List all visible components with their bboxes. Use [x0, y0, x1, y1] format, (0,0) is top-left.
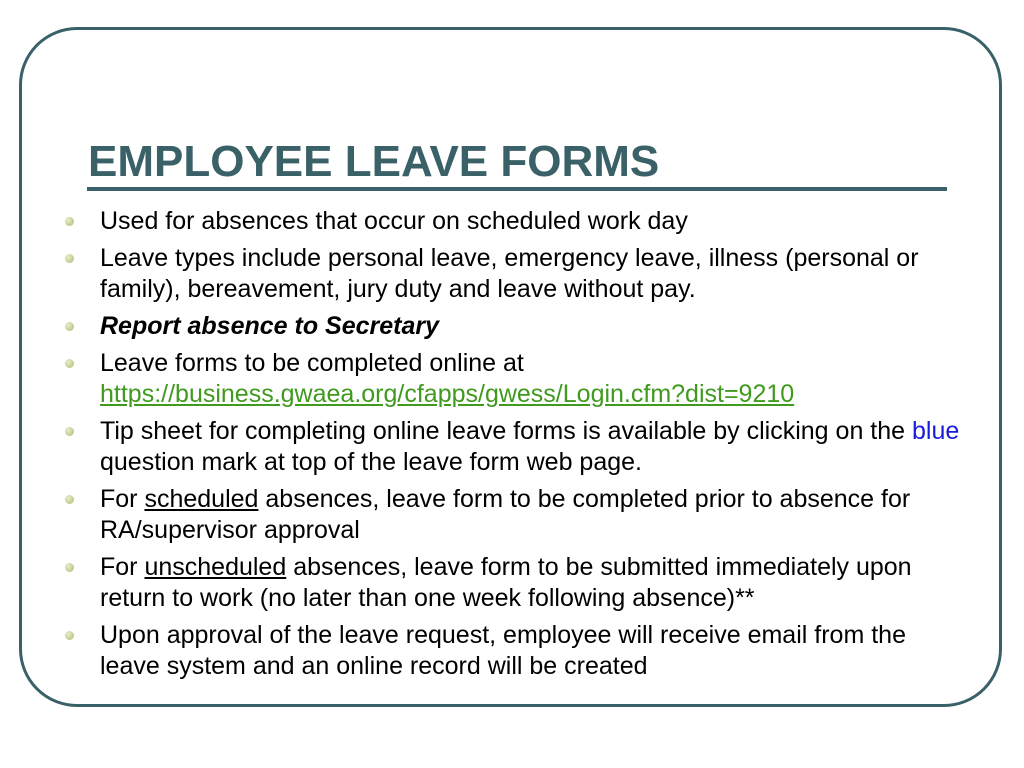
bullet-item: [60, 552, 960, 614]
bullet-text-before: For: [100, 485, 138, 513]
bullet-item: [60, 484, 960, 546]
bullet-text: Upon approval of the leave request, employee will receive email from the leave system and an online record will be created: [100, 621, 906, 680]
bullet-dot-icon: [65, 495, 74, 504]
underlined-word: scheduled: [144, 485, 259, 513]
bullet-text: Used for absences that occur on scheduled work day: [100, 207, 688, 235]
bullet-item: [60, 620, 960, 682]
slide-title: EMPLOYEE LEAVE FORMS: [88, 137, 660, 186]
bullet-dot-icon: [65, 359, 74, 368]
bullet-text: Leave types include personal leave, emergency leave, illness (personal or family), bereavement, jury duty and leave without pay.: [100, 244, 919, 303]
bullet-item: [60, 311, 960, 342]
bullet-dot-icon: [65, 322, 74, 331]
bullet-text: Leave forms to be completed online at: [100, 349, 524, 377]
blue-word: blue: [912, 417, 960, 445]
bullet-text-after: absences, leave form to be completed prior to absence for RA/supervisor approval: [100, 485, 911, 544]
bullet-dot-icon: [65, 427, 74, 436]
bullet-item: [60, 243, 960, 305]
title-underline: [87, 187, 947, 191]
bullet-item: [60, 416, 960, 478]
bullet-text-after: absences, leave form to be submitted immediately upon return to work (no later than one week following absence)**: [100, 553, 912, 612]
bullet-dot-icon: [65, 631, 74, 640]
bullet-list: [60, 206, 960, 688]
leave-system-link[interactable]: https://business.gwaea.org/cfapps/gwess/Login.cfm?dist=9210: [100, 380, 795, 408]
bullet-text-before: For: [100, 553, 138, 581]
bullet-dot-icon: [65, 563, 74, 572]
underlined-word: unscheduled: [144, 553, 287, 581]
bullet-dot-icon: [65, 254, 74, 263]
bullet-text-after: question mark at top of the leave form web page.: [100, 448, 642, 476]
bullet-text-before: Tip sheet for completing online leave forms is available by clicking on the: [100, 417, 906, 445]
bullet-text-emphasis: Report absence to Secretary: [100, 312, 440, 340]
bullet-dot-icon: [65, 217, 74, 226]
bullet-item: [60, 206, 960, 237]
bullet-item: [60, 348, 960, 410]
